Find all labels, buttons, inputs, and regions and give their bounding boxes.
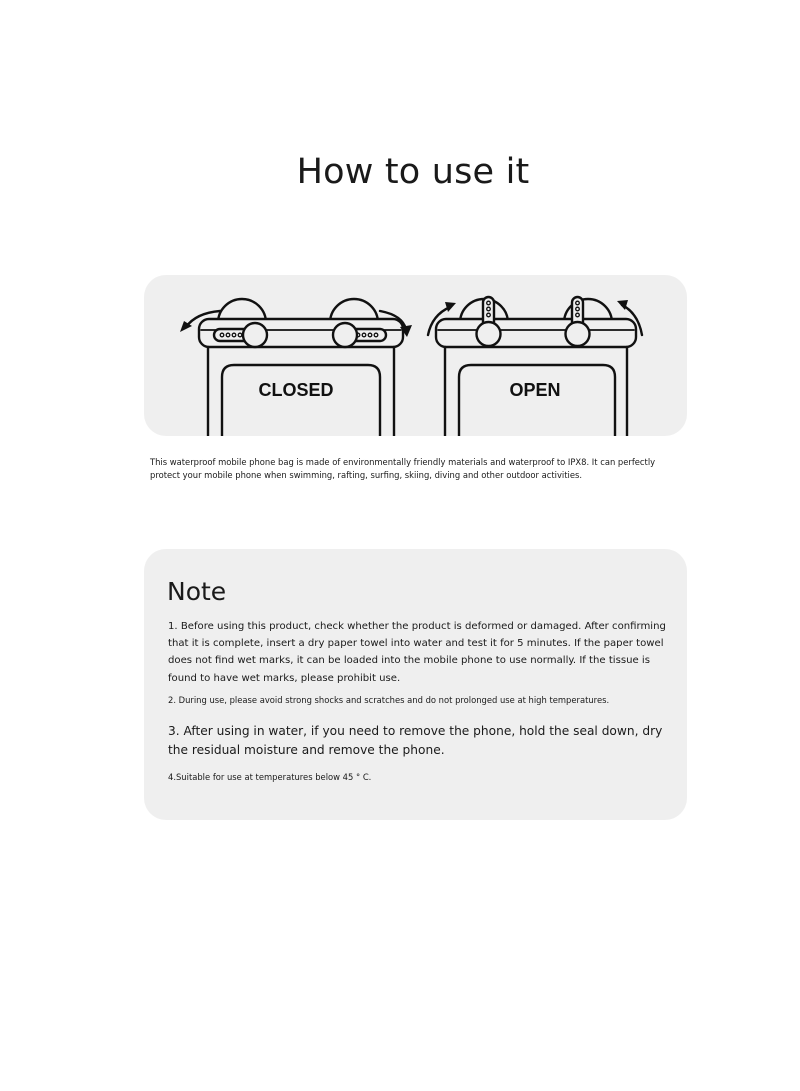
- page-title: How to use it: [296, 152, 530, 192]
- open-label: OPEN: [509, 380, 561, 400]
- open-pouch-window: [459, 365, 615, 436]
- usage-diagram-panel: [144, 275, 687, 436]
- closed-pouch-illustration: [186, 299, 406, 436]
- open-pouch-illustration: [428, 297, 642, 436]
- closed-left-knob: [243, 323, 267, 347]
- closed-label: CLOSED: [258, 380, 334, 400]
- note-item: 4.Suitable for use at temperatures below 45 ° C.: [168, 772, 372, 782]
- open-right-knob: [566, 322, 590, 346]
- note-panel: [144, 549, 687, 820]
- closed-right-knob: [333, 323, 357, 347]
- note-heading: Note: [167, 577, 227, 606]
- usage-diagram: [144, 275, 687, 436]
- open-left-knob: [477, 322, 501, 346]
- note-item: 3. After using in water, if you need to remove the phone, hold the seal down, dry the residual moisture and remove the phone.: [168, 724, 663, 757]
- closed-pouch-window: [222, 365, 380, 436]
- open-seal-bar: [436, 319, 636, 347]
- intro-paragraph: This waterproof mobile phone bag is made of environmentally friendly materials and waterproof to IPX8. It can perfectly protect your mobile phone when swimming, rafting, surfing, skiing, diving and other outdoor activities.: [150, 457, 656, 480]
- note-item: 1. Before using this product, check whether the product is deformed or damaged. After confirming that it is complete, insert a dry paper towel into water and test it for 5 minutes. If the paper towel does not find wet marks, it can be loaded into the mobile phone to use normally. If the tissue is found to have wet marks, please prohibit use.: [168, 621, 666, 684]
- note-item: 2. During use, please avoid strong shocks and scratches and do not prolonged use at high temperatures.: [168, 695, 610, 705]
